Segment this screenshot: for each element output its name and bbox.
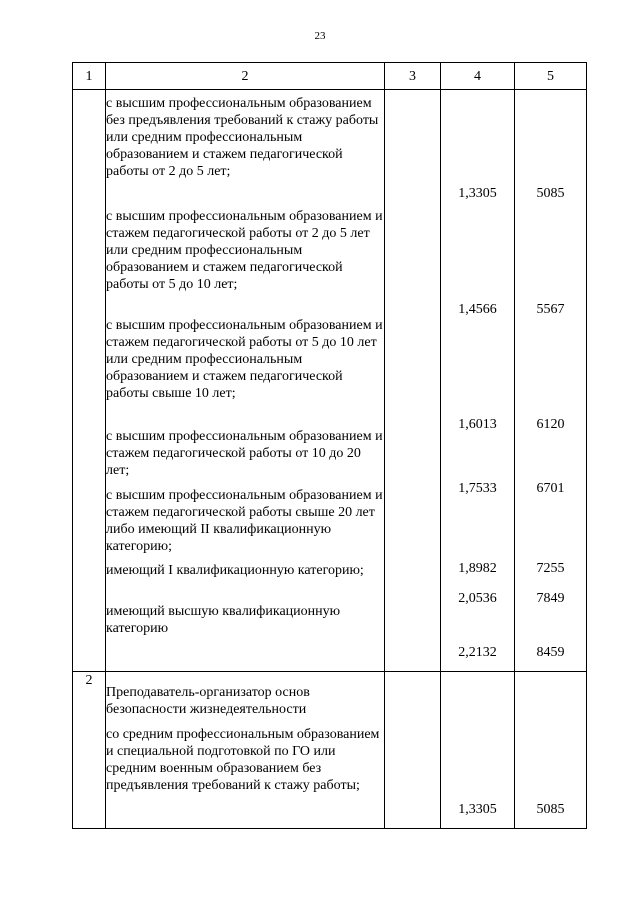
salary-value: 5085 (536, 186, 565, 201)
table-row (73, 90, 587, 672)
entry-text: со средним профессиональным образованием и специальной подготовкой по ГО или средним военным образованием без предъявления требований к стажу работы; (106, 727, 380, 793)
table-header-row (73, 63, 587, 90)
entry-text: с высшим профессиональным образованием и стажем педагогической работы от 5 до 10 лет или средним профессиональным образованием и стажем педагогической работы свыше 10 лет; (106, 318, 383, 401)
coefficient-value: 1,3305 (458, 802, 497, 817)
coefficient-cell (441, 90, 515, 672)
coefficient-value: 1,4566 (458, 302, 497, 317)
entry-text: с высшим профессиональным образованием и стажем педагогической работы от 2 до 5 лет или средним профессиональным образованием и стажем педагогической работы от 5 до 10 лет; (106, 209, 383, 292)
salary-value: 7849 (536, 591, 565, 606)
salary-value: 8459 (536, 645, 565, 660)
coefficient-value: 1,8982 (458, 561, 497, 576)
salary-value: 5567 (536, 302, 565, 317)
entry-text: имеющий высшую квалификационную категорию (106, 604, 341, 636)
entry-text: имеющий I квалификационную категорию; (106, 563, 364, 578)
salary-value: 6120 (536, 417, 565, 432)
header-col-4: 4 (441, 63, 515, 90)
header-col-2: 2 (106, 63, 385, 90)
salary-cell (515, 672, 587, 829)
row-number-cell: 2 (73, 672, 106, 829)
coefficient-value: 1,6013 (458, 417, 497, 432)
header-col-1: 1 (73, 63, 106, 90)
header-col-3: 3 (385, 63, 441, 90)
coefficient-value: 2,0536 (458, 591, 497, 606)
coefficient-value: 1,7533 (458, 481, 497, 496)
salary-value: 5085 (536, 802, 565, 817)
salary-value: 6701 (536, 481, 565, 496)
coefficient-value: 2,2132 (458, 645, 497, 660)
coefficient-value: 1,3305 (458, 186, 497, 201)
entry-text: с высшим профессиональным образованием и стажем педагогической работы от 10 до 20 лет; (106, 429, 383, 478)
salary-cell (515, 90, 587, 672)
salary-value: 7255 (536, 561, 565, 576)
position-title: Преподаватель-организатор основ безопасности жизнедеятельности (106, 685, 310, 717)
col3-cell (385, 90, 441, 672)
col3-cell (385, 672, 441, 829)
entry-text: с высшим профессиональным образованием без предъявления требований к стажу работы или средним профессиональным образованием и стажем педагогической работы от 2 до 5 лет; (106, 96, 379, 179)
table-row (73, 672, 587, 829)
entry-text: с высшим профессиональным образованием и стажем педагогической работы свыше 20 лет либо имеющий II квалификационную категорию; (106, 488, 383, 554)
row-number-cell (73, 90, 106, 672)
description-cell (106, 672, 385, 829)
page-number: 23 (314, 30, 326, 42)
coefficient-cell (441, 672, 515, 829)
description-cell (106, 90, 385, 672)
header-col-5: 5 (515, 63, 587, 90)
salary-table (72, 62, 587, 829)
